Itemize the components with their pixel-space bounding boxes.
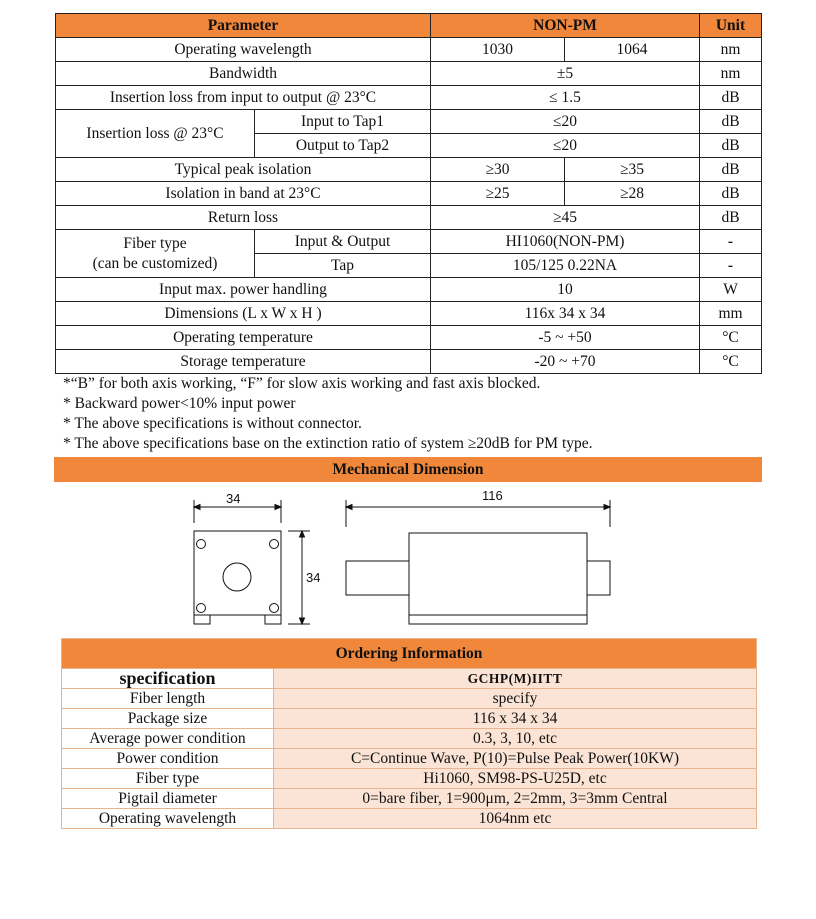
unit-cell: dB <box>700 182 762 206</box>
dim-width-label: 34 <box>226 491 241 506</box>
row-input-power <box>56 278 762 302</box>
param-label: Dimensions (L x W x H ) <box>56 302 431 326</box>
row-insertion-loss-tap1 <box>56 110 762 134</box>
unit-cell: °C <box>700 326 762 350</box>
row-return-loss <box>56 206 762 230</box>
value-cell: ≥45 <box>431 206 700 230</box>
unit-cell: - <box>700 230 762 254</box>
ordering-value: C=Continue Wave, P(10)=Pulse Peak Power(10KW) <box>274 749 757 769</box>
ordering-spec-row <box>62 669 757 689</box>
value-cell: 116x 34 x 34 <box>431 302 700 326</box>
value-cell: 105/125 0.22NA <box>431 254 700 278</box>
unit-cell: dB <box>700 134 762 158</box>
unit-cell: mm <box>700 302 762 326</box>
value-1030: 1030 <box>431 38 565 62</box>
ordering-label: Operating wavelength <box>62 809 274 829</box>
value-cell: -20 ~ +70 <box>431 350 700 374</box>
unit-cell: W <box>700 278 762 302</box>
notes <box>63 374 593 454</box>
value-cell: ±5 <box>431 62 700 86</box>
ordering-table <box>61 638 757 829</box>
ordering-row <box>62 709 757 729</box>
spec-header-row <box>56 14 762 38</box>
param-label: Typical peak isolation <box>56 158 431 182</box>
fiber-type-label-line1: Fiber type <box>123 234 187 252</box>
ordering-row <box>62 689 757 709</box>
note-backward-power: * Backward power<10% input power <box>63 395 296 412</box>
fiber-type-label-line2: (can be customized) <box>92 254 218 272</box>
param-label: Isolation in band at 23°C <box>56 182 431 206</box>
ordering-label: Package size <box>62 709 274 729</box>
spec-table <box>55 13 762 374</box>
note-extinction-ratio: * The above specifications base on the extinction ratio of system ≥20dB for PM type. <box>63 435 593 452</box>
ordering-label: Power condition <box>62 749 274 769</box>
unit-cell: °C <box>700 350 762 374</box>
side-view-left-boot <box>346 561 409 595</box>
param-label: Operating wavelength <box>56 38 431 62</box>
sub-label: Output to Tap2 <box>255 134 431 158</box>
value-cell: ≥25 <box>431 182 565 206</box>
front-view-body <box>194 531 281 615</box>
spec-label: specification <box>62 669 274 689</box>
sub-label: Input & Output <box>255 230 431 254</box>
ordering-value: 0.3, 3, 10, etc <box>274 729 757 749</box>
ordering-row <box>62 769 757 789</box>
front-view-port <box>223 563 251 591</box>
ordering-value: specify <box>274 689 757 709</box>
value-cell: ≤ 1.5 <box>431 86 700 110</box>
ordering-header-row <box>62 639 757 669</box>
ordering-value: 1064nm etc <box>274 809 757 829</box>
param-label: Input max. power handling <box>56 278 431 302</box>
row-operating-temperature <box>56 326 762 350</box>
value-cell: ≥28 <box>565 182 700 206</box>
value-cell: -5 ~ +50 <box>431 326 700 350</box>
row-fiber-type-io <box>56 230 762 254</box>
ordering-row <box>62 729 757 749</box>
ordering-row <box>62 789 757 809</box>
dim-height-label: 34 <box>306 570 321 585</box>
ordering-title: Ordering Information <box>62 639 757 669</box>
dim-length-label: 116 <box>482 488 503 503</box>
row-bandwidth <box>56 62 762 86</box>
header-parameter: Parameter <box>56 14 431 38</box>
row-dimensions <box>56 302 762 326</box>
row-storage-temperature <box>56 350 762 374</box>
row-isolation-in-band <box>56 182 762 206</box>
value-cell: ≤20 <box>431 134 700 158</box>
ordering-label: Average power condition <box>62 729 274 749</box>
value-1064: 1064 <box>565 38 700 62</box>
value-cell: ≥35 <box>565 158 700 182</box>
param-label: Insertion loss from input to output @ 23°C <box>56 86 431 110</box>
mechanical-drawing <box>180 485 630 635</box>
unit-cell: dB <box>700 158 762 182</box>
ordering-label: Fiber type <box>62 769 274 789</box>
unit-cell: - <box>700 254 762 278</box>
ordering-value: 116 x 34 x 34 <box>274 709 757 729</box>
param-label: Bandwidth <box>56 62 431 86</box>
header-unit: Unit <box>700 14 762 38</box>
note-axis: *“B” for both axis working, “F” for slow axis working and fast axis blocked. <box>63 375 541 392</box>
unit-cell: dB <box>700 206 762 230</box>
unit-cell: dB <box>700 110 762 134</box>
ordering-row <box>62 749 757 769</box>
row-insertion-loss-io <box>56 86 762 110</box>
side-view-right-boot <box>587 561 610 595</box>
param-label: Insertion loss @ 23°C <box>56 110 255 158</box>
ordering-label: Fiber length <box>62 689 274 709</box>
spec-code: GCHP(M)IITT <box>274 669 757 689</box>
unit-cell: dB <box>700 86 762 110</box>
unit-cell: nm <box>700 62 762 86</box>
sub-label: Input to Tap1 <box>255 110 431 134</box>
ordering-value: Hi1060, SM98-PS-U25D, etc <box>274 769 757 789</box>
row-operating-wavelength <box>56 38 762 62</box>
row-typical-peak-isolation <box>56 158 762 182</box>
header-non-pm: NON-PM <box>431 14 700 38</box>
ordering-row <box>62 809 757 829</box>
note-without-connector: * The above specifications is without connector. <box>63 415 362 432</box>
fiber-type-label <box>56 230 255 278</box>
unit-cell: nm <box>700 38 762 62</box>
value-cell: HI1060(NON-PM) <box>431 230 700 254</box>
ordering-label: Pigtail diameter <box>62 789 274 809</box>
value-cell: ≤20 <box>431 110 700 134</box>
value-cell: ≥30 <box>431 158 565 182</box>
ordering-value: 0=bare fiber, 1=900μm, 2=2mm, 3=3mm Central <box>274 789 757 809</box>
param-label: Return loss <box>56 206 431 230</box>
mechanical-dimension-header: Mechanical Dimension <box>54 457 762 482</box>
side-view-body <box>409 533 587 615</box>
param-label: Operating temperature <box>56 326 431 350</box>
param-label: Storage temperature <box>56 350 431 374</box>
value-cell: 10 <box>431 278 700 302</box>
sub-label: Tap <box>255 254 431 278</box>
